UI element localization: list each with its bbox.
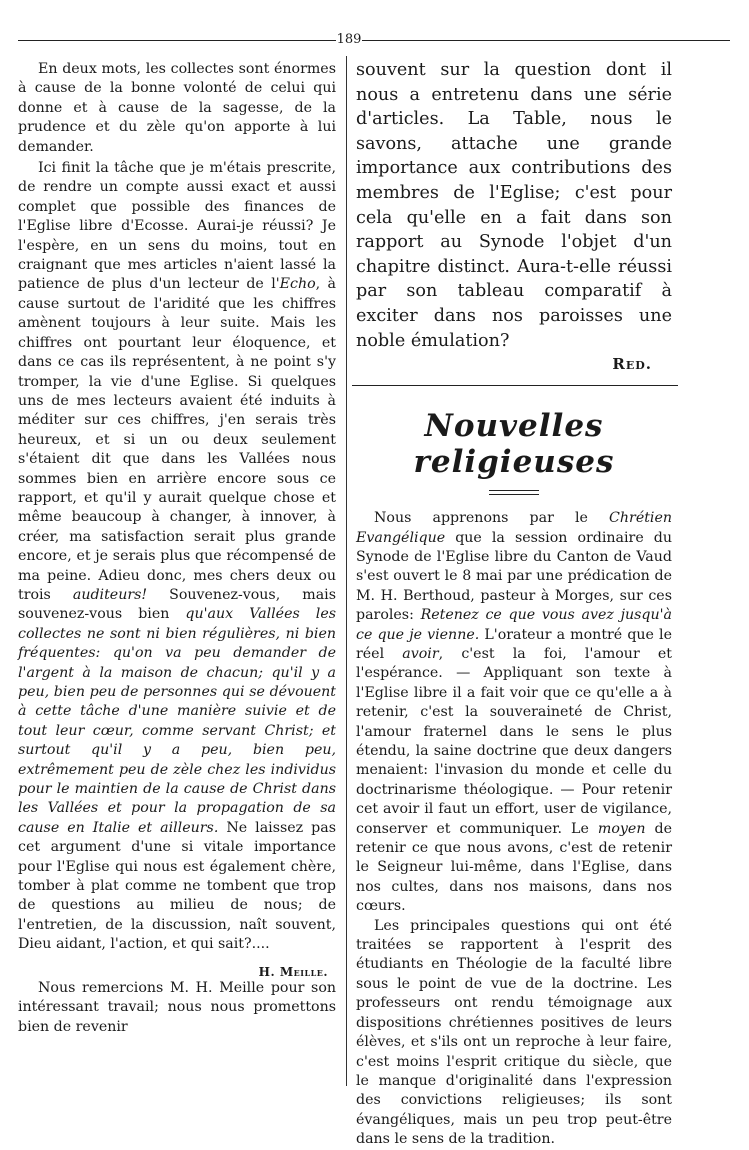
text-segment: Ne laissez pas cet argument d'une si vitale importance pour l'Eglise qui nous est également chère, tomber à plat comme ne tombent que trop de questions au milieu de nous; de l'entretien, de la discussion, naît souvent, Dieu aidant, l'action, et qui sait?.... — [18, 819, 336, 953]
text-segment: Souvenez-vous, mais souvenez-vous bien — [18, 586, 336, 623]
text-segment: L'orateur a montré que le réel — [356, 626, 672, 662]
section-rule — [352, 385, 678, 386]
author-signature: H. Meille. — [258, 964, 328, 979]
text-segment: que la session ordinaire du Synode de l'Eglise libre du Canton de Vaud s'est ouvert le 8 mai par une prédication de M. H. Berthoud, pasteur à Morges, sur ces paroles: — [356, 529, 672, 624]
column-divider — [346, 56, 347, 1086]
auditeurs-word: auditeurs! — [72, 586, 148, 603]
text-segment: , à cause surtout de l'aridité que les chiffres amènent toujours à leur suite. Mais les chiffres ont pourtant leur éloquence, et dans ce cas ils représentent, à ne point s'y tromper, la vie d'une Eglise. Si quelques uns de mes lecteurs avaient été induits à méditer sur ces chiffres, j'en serais très heureux, et si un ou deux seulement s'étaient dit que dans les Vallées nous sommes bien en arrière encore sous ce rapport, et qu'il y aurait quelque chose et même beaucoup à changer, à innover, à créer, ma satisfaction serait plus grande encore, et je serais plus que récompensé de ma peine. Adieu donc, mes chers deux ou trois — [18, 276, 336, 603]
echo-title: Echo — [279, 276, 316, 293]
title-ornament-rule — [489, 494, 539, 495]
text-segment: , c'est la foi, l'amour et l'espérance. — Appliquant son texte à l'Eglise libre il a fait voir que ce qu'elle a à retenir, c'est la souveraineté de Christ, l'amour fraternel dans le sens le plus étendu, la saine doctrine que deux dangers menaient: l'invasion du monde et celle du doctrinarisme théologique. — Pour retenir cet avoir il faut un effort, user de vigilance, conserver et communiquer. Le — [356, 645, 673, 837]
header-rule-right — [362, 40, 730, 41]
moyen-word: moyen — [597, 820, 646, 837]
header-rule-left — [18, 40, 336, 41]
news-theology-students: Les principales questions qui ont été traitées se rapportent à l'esprit des étudiants en Théologie de la faculté libre sous le point de vue de la doctrine. Les professeurs ont rendu témoignage aux dispositions chrétiennes positives de leurs élèves, et s'ils ont un reproche à leur faire, c'est moins l'esprit critique du siècle, que le manque d'originalité dans l'expression des convictions religieuses; ils sont évangéliques, mais un peu trop peut-être dans le sens de la tradition. — [356, 917, 672, 1148]
source-title: Chrétien Evangélique — [356, 510, 672, 546]
redaction-signature: Red. — [612, 355, 652, 374]
paragraph-collectes: En deux mots, les collectes sont énormes à cause de la bonne volonté de celui qui donne et à cause de la sagesse, de la prudence et du zèle qu'on apporte à lui demander. — [18, 61, 336, 155]
italic-passage: qu'aux Vallées les collectes ne sont ni bien régulières, ni bien fréquentes: qu'on va peu demander de l'argent à la maison de chacun; qu'il y a peu, bien peu de personnes qui se dévouent à cette tâche d'une manière suivie et de tout leur cœur, comme servant Christ; et surtout qu'il y a peu, bien peu, extrêmement peu de zèle chez les individus pour le maintien de la cause de Christ dans les Vallées et pour la propagation de sa cause en Italie et ailleurs. — [18, 606, 337, 836]
paragraph-conclusion — [18, 159, 336, 955]
text-segment: Ici finit la tâche que je m'étais prescrite, de rendre un compte aussi exact et aussi complet que possible des finances de l'Eglise libre d'Ecosse. Aurai-je réussi? Je l'espère, en un sens du moins, tout en craignant que mes articles n'aient lassé la patience de plus d'un lecteur de l' — [18, 160, 336, 293]
section-title: Nouvelles religieuses — [413, 408, 615, 481]
left-column — [18, 60, 336, 1037]
text-segment: Nous apprenons par le — [374, 510, 610, 527]
news-synode-vaud — [356, 509, 672, 917]
avoir-word: avoir — [402, 645, 439, 662]
editor-note: Nous remercions M. H. Meille pour son intéressant travail; nous nous promettons bien de revenir — [18, 979, 336, 1035]
page-number: 189 — [336, 32, 362, 47]
text-segment: de retenir ce que nous avons, c'est de retenir le Seigneur lui-même, dans l'Eglise, dans nos cultes, dans nos maisons, dans nos cœurs. — [356, 820, 672, 915]
editor-note-continuation: souvent sur la question dont il nous a entretenu dans une série d'articles. La Table, nous le savons, attache une grande importance aux contributions des membres de l'Eglise; c'est pour cela qu'elle en a fait dans son rapport au Synode l'objet d'un chapitre distinct. Aura-t-elle réussi par son tableau comparatif à exciter dans nos paroisses une noble émulation? — [356, 60, 672, 351]
title-ornament-rule — [489, 490, 539, 491]
right-column — [356, 58, 672, 1150]
scripture-quote: Retenez ce que vous avez jusqu'à ce que je vienne. — [356, 607, 672, 643]
